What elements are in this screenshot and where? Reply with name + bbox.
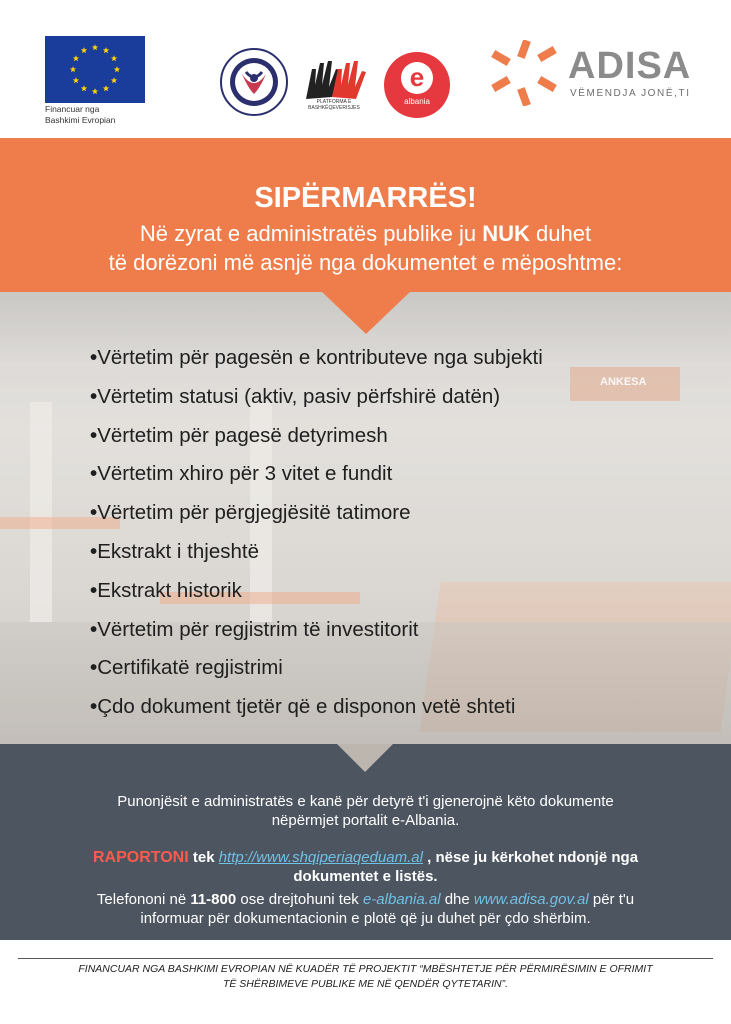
p1-line2: nëpërmjet portalit e-Albania. [271, 812, 460, 829]
document-list [90, 339, 730, 727]
eu-stars-icon [45, 36, 145, 103]
list-item: • Vërtetim statusi (aktiv, pasiv përfshirë datën) [90, 378, 730, 417]
adisa-wordmark: ADISA [568, 45, 692, 87]
subtitle-nuk: NUK [482, 221, 530, 246]
list-item: • Ekstrakt historik [90, 572, 730, 611]
platform-caption-line1: PLATFORMA E [316, 99, 352, 105]
header-logos [0, 0, 731, 138]
platform-caption-line2: BASHKËQEVERISJES [308, 105, 360, 111]
list-item: • Ekstrakt i thjeshtë [90, 533, 730, 572]
info-section [0, 744, 731, 940]
adisa-link[interactable]: www.adisa.gov.al [473, 891, 589, 908]
round-seal-logo [220, 48, 288, 116]
adisa-burst-icon [490, 40, 560, 106]
banner-arrow [320, 290, 412, 334]
phone-post: për t'u [588, 891, 635, 908]
eu-funding-caption [45, 104, 115, 126]
subtitle-post: duhet [529, 221, 592, 246]
banner-subtitle [0, 219, 731, 277]
p1-line1: Punonjësit e administratës e kanë për detyrë t'i gjenerojnë këto dokumente [117, 793, 614, 810]
footer-divider [18, 958, 713, 959]
footer-line1: FINANCUAR NGA BASHKIMI EVROPIAN NË KUADËR TË PROJEKTIT “MBËSHTETJE PËR PËRMIRËSIMIN E OFRIMIT [78, 963, 653, 975]
phone-mid: ose drejtohuni tek [236, 891, 363, 908]
subtitle-line1 [0, 219, 731, 248]
list-item: • Vërtetim për pagesë detyrimesh [90, 417, 730, 456]
eu-caption-line1: Financuar nga [45, 104, 100, 114]
info-arrow [337, 744, 393, 772]
e-albania-word: albania [404, 97, 430, 106]
page-title: SIPËRMARRËS! [254, 182, 477, 214]
list-item: • Vërtetim për regjistrim të investitorit [90, 611, 730, 650]
footer-line2: TË SHËRBIMEVE PUBLIKE ME NË QENDËR QYTETARIN”. [222, 978, 509, 990]
report-link[interactable]: http://www.shqiperiaqeduam.al [218, 849, 423, 866]
list-item: • Vërtetim xhiro për 3 vitet e fundit [90, 455, 730, 494]
eu-flag-logo [45, 36, 145, 103]
report-rest-line1: , nëse ju kërkohet ndonjë nga [422, 849, 639, 866]
report-rest-line2: dokumentet e listës. [293, 868, 438, 885]
subtitle-line2: të dorëzoni më asnjë nga dokumentet e mëposhtme: [108, 250, 623, 275]
report-tek: tek [188, 849, 219, 866]
info-paragraph-portal [20, 792, 711, 830]
e-albania-letter: e [401, 62, 433, 94]
phone-and: dhe [440, 891, 474, 908]
phone-line2: informuar për dokumentacionin e plotë që ju duhet për çdo shërbim. [140, 910, 591, 927]
phone-pre: Telefononi në [96, 891, 191, 908]
info-paragraph-contact [20, 890, 711, 928]
phone-number[interactable]: 11-800 [190, 891, 237, 908]
e-albania-logo [384, 52, 450, 118]
list-item: • Certifikatë regjistrimi [90, 649, 730, 688]
adisa-tagline: VËMENDJA JONË,TI [570, 88, 691, 99]
subtitle-pre: Në zyrat e administratës publike ju [139, 221, 483, 246]
eu-caption-line2: Bashkimi Evropian [45, 115, 116, 125]
report-heading: RAPORTONI [92, 849, 189, 866]
list-item: • Çdo dokument tjetër që e disponon vetë shteti [90, 688, 730, 727]
complaints-sign-text: ANKESA [600, 376, 647, 388]
platform-caption [298, 99, 370, 111]
list-item: • Vërtetim për përgjegjësitë tatimore [90, 494, 730, 533]
e-albania-link[interactable]: e-albania.al [362, 891, 441, 908]
list-item: • Vërtetim për pagesën e kontributeve nga subjekti [90, 339, 730, 378]
info-paragraph-report [20, 848, 711, 886]
footer-disclaimer [30, 962, 701, 992]
